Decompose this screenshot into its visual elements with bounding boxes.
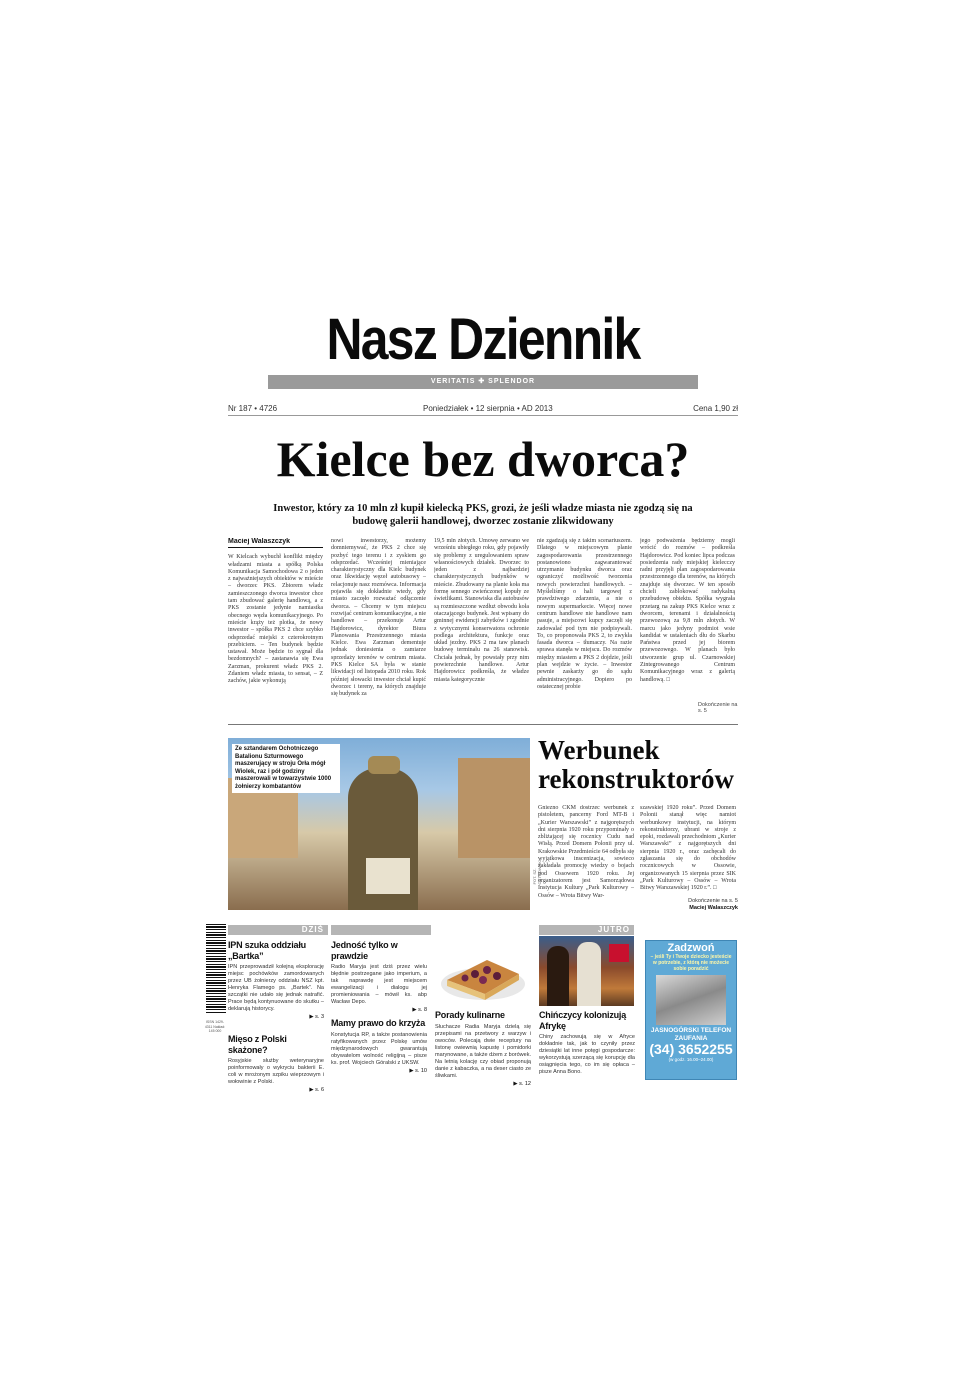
flag-china bbox=[609, 944, 629, 962]
lead-column-3: 19,5 mln złotych. Umowę zerwano we wrześniu ubiegłego roku, gdy pojawiły się problemy z uregulowaniem spraw własnościowych działek. Dworzec to jeden z najbardziej charakterystycznych budynków w mieście. Zbudowany na planie koła ma formę sennego zwieńczonej kopuły ze świetlikami. Stanowiska dla autobusów są rozmieszczone wzdłuż obwodu koła otaczającego budynek. Jest wpisany do gminnej ewidencji zabytków i zgodnie z wytycznymi konserwatora ochronie podlega architektura, funkcje oraz układ jezdny. PKS 2 ma taw planach budowę terminalu na 26 stanowisk. Chciała jednak, by powstały przy nim powierzchnie handlowe. Artur Hajdorowicz podkreśla, że władze miasta kategorycznie bbox=[434, 538, 529, 683]
food-photo bbox=[435, 940, 530, 1008]
lead-continued: Dokończenie na s. 5 bbox=[698, 702, 738, 714]
issue-number: Nr 187 • 4726 bbox=[228, 404, 278, 413]
feature-photo bbox=[228, 738, 530, 910]
tomorrow-label-bar: JUTRO bbox=[539, 925, 634, 935]
feature-byline: Maciej Walaszczyk bbox=[689, 905, 738, 911]
feature-column-2: szawskiej 1920 roku”. Przed Domem Polonii stanął więc namiot werbunkowy instytucji, na którym rekonstruktorzy, ubrani w stroje z epoki, rozdawali przechodniom „Kurier Warszawski” z najgorętszych dni sierpnia 1920 r., oraz zachęcali do zgłaszania się do obchodów rocznicowych w Ossowie, organizowanych 15 sierpnia przez SIK „Park Kulturowy – Ossów – Wrota Bitwy Warszawskiej 1920 r.”. □ bbox=[640, 805, 736, 892]
section-divider bbox=[228, 724, 738, 725]
lead-column-1 bbox=[228, 538, 323, 710]
feature-title: Werbunek rekonstruktorów bbox=[538, 735, 735, 794]
ad-phone: (34) 3652255 bbox=[649, 1041, 733, 1057]
teaser-body: Radio Maryja jest dziś przez wielu błędnie postrzegane jako imperium, a tak naprawdę jest miejscem ewangelizacji i dialogu jej promieniowania – mówił ks. abp Wacław Depo. bbox=[331, 964, 427, 1005]
teaser-title: Jedność tylko w prawdzie bbox=[331, 940, 398, 961]
ad-subtext: – jeśli Ty i Twoje dziecko jesteście w potrzebie, z którą nie możecie sobie poradzić bbox=[650, 954, 732, 972]
teaser-africa[interactable] bbox=[539, 1010, 635, 1076]
feature-signoff bbox=[640, 898, 738, 912]
helpline-advertisement[interactable] bbox=[645, 940, 737, 1080]
today-label-bar: DZIŚ bbox=[228, 925, 328, 935]
teaser-ipn[interactable] bbox=[228, 940, 324, 1020]
teaser-title: Porady kulinarne bbox=[435, 1010, 505, 1020]
issue-info-line bbox=[228, 404, 738, 416]
teaser-cooking[interactable] bbox=[435, 1010, 531, 1087]
lead-headline: Kielce bez dworca? bbox=[276, 431, 690, 487]
masthead bbox=[268, 300, 698, 385]
lead-column-4: nie zgadzają się z takim scenariuszem. Dlatego w miejscowym planie zagospodarowania przestrzennego postanowiono zagwarantować utrzymanie budynku dworca oraz ograniczyć możliwość tworzenia nowych powierzchni handlowych. – Myśleliśmy o hali targowej z prawdziwego zdarzenia, a nie o nowym supermarkecie. Więcej nowe centrum handlowe nie handlowe nam pasuje, a miejscowi kupcy zaczęli się zadowalać pod tym nie podpisywali. To, co proponowała PKS 2, to zwykła fasada dworca – tłumaczy. Na razie sprawa stanęła w miejscu. Do rozmów między miastem a PKS 2 dojdzie, jeśli plan wejdzie w życie. – Inwestor pewnie zaskarży go do sądu administracyjnego. Dopiero po ostatecznej probie bbox=[537, 538, 632, 690]
issue-price: Cena 1,90 zł bbox=[693, 404, 738, 413]
teaser-body: IPN przeprowadził kolejną eksplorację miejsc pochówków zamordowanych przez UB żołnierzy oddziału NSZ kpt. Henryka Flamego ps. „Bartek”. Na szczątki nie udało się jednak natrafić. Prace będą kontynuowane do skutku – deklarują historycy. bbox=[228, 964, 324, 1012]
feature-column-1: Gniezno CKM dostrzec werbunek z pistoletem, pancerny Ford MT-B i „Kurier Warszawski” z najgorętszych dni sierpnia 1920 roku przypominały o zbliżającej się rocznicy Cudu nad Wisłą. Przed Domem Polonii przy ul. Krakowskie Przedmieście 64 odbyła się wyjątkowa inscenizacja, sowieco zakładała promocję wiedzy o bojach pod Ossowem 1920 roku. Jej organizatorem jest Samorządowa Instytucja Kultury „Park Kulturowy – Ossów – Wrota Bitwy War- bbox=[538, 805, 634, 899]
lead-byline: Maciej Walaszczyk bbox=[228, 538, 323, 548]
photo-person bbox=[577, 942, 601, 1006]
teaser-page-ref: ▶ s. 12 bbox=[513, 1080, 531, 1087]
teaser-unity[interactable] bbox=[331, 940, 427, 1013]
africa-photo bbox=[539, 936, 634, 1006]
teaser-meat[interactable] bbox=[228, 1034, 324, 1093]
photo-newspaper bbox=[366, 858, 410, 894]
masthead-title: Nasz Dziennik bbox=[326, 307, 640, 372]
feature-photo-caption: Ze sztandarem Ochotniczego Batalionu Szturmowego maszerujący w stroju Orła mógł Wiolek, raz i pół godziny maszerowali w towarzystwie 1000 żołnierzy kombatantów bbox=[232, 744, 340, 793]
teaser-title: Chińczycy kolonizują Afrykę bbox=[539, 1010, 627, 1031]
teaser-body: Chiny zachowują się w Afryce dokładnie tak, jak to czyniły przez dziesiątki lat inne potęgi gospodarcze: wykorzystują szerzącą się korupcję dla osiągnięcia tego, co im się opłaca – pisze Anna Bono. bbox=[539, 1034, 635, 1075]
lead-column-5: jego podważenia będziemy mogli wrócić do rozmów – podkreśla Hajdorowicz. Pod koniec lipca podczas posiedzenia rady miejskiej kielecczy radni przyjęli plan zagospodarowania przestrzennego dla terenów, na których znajduje się dworzec. W ten sposób chcieli zablokować radykalną przebudowę obiektu. Spółka wygrała przetarg na zakup PKS Kielce wraz z dworcem, terenami i działalnością przewozową za 9,8 mln złotych. W marcu jako jedyny podmiot wsie kandidat w ustaleniach dłu do Skarbu Państwa przed jej biorem przewozowego. W planach było utworzenie grup ul. Czarnowskiej Zintegrowanego Centrum Komunikacyjnego wraz z galerią handlową. □ bbox=[640, 538, 735, 683]
barcode bbox=[206, 924, 226, 1014]
lead-article-body bbox=[228, 538, 738, 714]
masthead-motto: VERITATIS ✚ SPLENDOR bbox=[430, 378, 536, 385]
teaser-page-ref: ▶ s. 3 bbox=[309, 1014, 324, 1020]
barcode-caption: ISSN 1429-4311 Nakład: 145 000 bbox=[204, 1020, 226, 1033]
teaser-cross[interactable] bbox=[331, 1018, 427, 1074]
feature-photo-credit: FOT. SZ. OSTROWSKI bbox=[532, 859, 542, 885]
photo-person bbox=[547, 946, 569, 1006]
teaser-page-ref: ▶ s. 10 bbox=[409, 1067, 427, 1074]
issue-date: Poniedziałek • 12 sierpnia • AD 2013 bbox=[423, 404, 553, 413]
lead-deck: Inwestor, który za 10 mln zł kupił kielecką PKS, grozi, że jeśli władze miasta nie zgodzą się na budowę galerii handlowej, dworzec zostanie zlikwidowany bbox=[273, 503, 693, 527]
ad-name: JASNOGÓRSKI TELEFON ZAUFANIA bbox=[650, 1027, 732, 1042]
ad-hours: (w godz. 16.00–24.00) bbox=[668, 1057, 714, 1062]
teaser-page-ref: ▶ s. 8 bbox=[412, 1007, 427, 1013]
photo-soldier-cap bbox=[368, 756, 400, 774]
lead-column-2: nowi inwestorzy, możemy domniemywać, że PKS 2 chce się pozbyć tego terenu i z zyskiem go odsprzedać. Wcześniej mieniające charakterystyczny dla Kielc budynek oraz likwidację węzeł autobusowy – relacjonuje nasz rozmówca. Informacja pojawiła się dokładnie wtedy, gdy miasto zaczęło rozważać odłączenie dworca. – Chcemy w tym miejscu rozwijać centrum komunikacyjne, a nie handlowe – przekonuje Artur Hajdorowicz, dyrektor Biura Planowania Przestrzennego miasta Kielce. Ewa Zarzman dementuje jednak doniesienia o zamiarze sprzedaży terenów w centrum miasta. PKS Kielce SA była w stanie likwidacji od listopada 2010 roku. Rok później słowacki inwestor chciał kupić dworzec i tereny, na których znajduje się budynek za bbox=[331, 538, 426, 698]
today-label-bar-extension bbox=[331, 925, 431, 935]
teaser-title: IPN szuka oddziału „Bartka” bbox=[228, 940, 306, 961]
teaser-body: Konstytucja RP, a także postanowienia ratyfikowanych przez Polskę umów międzynarodowych gwarantują obywatelom wolność religijną – pisze ks. prof. Wojciech Góralski z UKSW. bbox=[331, 1031, 427, 1066]
cake-illustration bbox=[435, 940, 530, 1008]
teaser-body: Rosyjskie służby weterynaryjne poinformowały o wykryciu bakterii E. coli w mrożonym szpiku wieprzowym i wołowinie z Polski. bbox=[228, 1058, 324, 1085]
teaser-title: Mamy prawo do krzyża bbox=[331, 1018, 426, 1028]
teaser-title: Mięso z Polski skażone? bbox=[228, 1034, 287, 1055]
teaser-page-ref: ▶ s. 6 bbox=[309, 1087, 324, 1093]
lead-column-text: W Kielcach wybuchł konflikt między władzami miasta a spółką Polska Komunikacja Samochodowa 2 o jeden z najważniejszych obiektów w mieście – dworzec PKS. Zbiorem władz zamieszczonego dworca inwestor chce tam zbudować galerię handlową, a z PKS zostanie jedynie namiastka obecnego węzła komunikacyjnego. Po mieście krąży też plotka, że nowy inwestor – spółka PKS 2 chce szybko odsprzedać miejski z czterokrotnym przebiciem. – Ten budynek będzie ustawał. Może będzie to sygnał dla bezdomnych? – zastanawia się Ewa Zarzman, prokurent władz PKS 2. Zdaniem władz miasta, to sensat, – Z zachów, jakie wykonują bbox=[228, 554, 323, 685]
photo-building-right bbox=[458, 758, 530, 858]
ad-photo bbox=[656, 975, 726, 1025]
teaser-body: Słuchacze Radia Maryja dzielą się przepisami na przetwory z warzyw i owoców. Polecają dwie receptury na listonę owiewnią kapustę i pomidorki marynowane, a także dżem z borówek. Na letnią kolację czy obiad proponują danie z kabaczka, a na deser ciasto ze śliwkami. bbox=[435, 1023, 531, 1079]
ad-headline: Zadzwoń bbox=[667, 942, 715, 954]
feature-continued: Dokończenie na s. 5 bbox=[688, 898, 738, 904]
